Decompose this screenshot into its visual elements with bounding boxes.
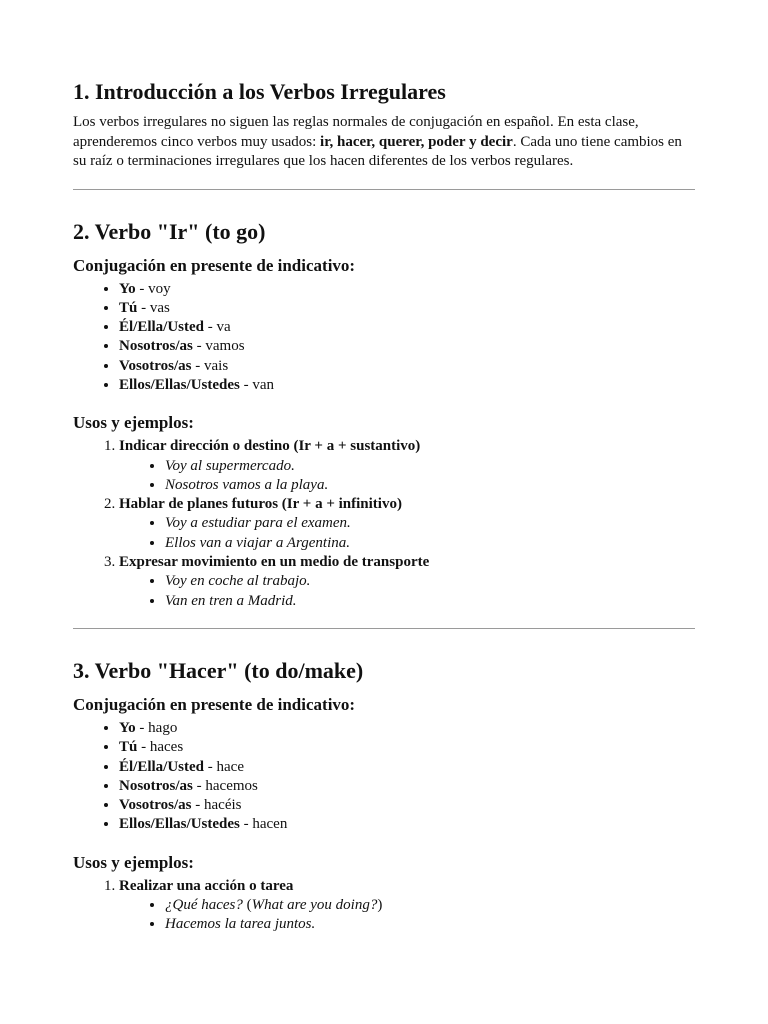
pronoun: Tú [119,739,138,756]
pronoun: Yo [119,719,136,736]
verb-form: - vais [191,357,229,374]
pronoun: Yo [119,280,136,297]
use-item [119,553,695,611]
conjugation-list-ir [73,280,695,396]
conjugation-item [119,738,695,757]
example-item: • Nosotros vamos a la playa. [165,476,695,495]
uses-list-ir [73,437,695,611]
section-title-intro: 1. Introducción a los Verbos Irregulares [73,79,446,104]
example-spanish: ¿Qué haces? [165,897,243,914]
use-title: Realizar una acción o tarea [119,877,294,894]
example-english: What are you doing? [251,897,378,914]
conjugation-item [119,337,695,356]
example-paren-open: ( [242,897,252,914]
example-item: • Voy en coche al trabajo. [165,572,695,591]
verb-form: - va [204,319,231,336]
examples-list [119,896,695,935]
pronoun: Nosotros/as [119,777,193,794]
section-divider [73,189,695,190]
pronoun: Él/Ella/Usted [119,319,205,336]
uses-heading-ir: Usos y ejemplos: [73,413,194,433]
intro-text-before: Los verbos irregulares no siguen las reglas normales de conjugación en español. En esta clase, aprenderemos cinco verbos muy usados: [73,114,639,150]
verb-form: - hacéis [191,797,242,814]
use-item [119,437,695,495]
example-item: • Hacemos la tarea juntos. [165,915,695,934]
verb-form: - van [239,376,275,393]
example-item: • Voy al supermercado. [165,457,695,476]
conjugation-heading-hacer: Conjugación en presente de indicativo: [73,694,356,714]
examples-list [119,572,695,611]
intro-text-after: . Cada uno tiene cambios en su raíz o terminaciones irregulares que los hacen diferentes de los verbos regulares. [73,133,682,169]
verb-form: - vas [137,299,170,316]
verb-form: - hago [135,719,178,736]
uses-heading-hacer: Usos y ejemplos: [73,852,194,872]
conjugation-item [119,280,695,299]
examples-list [119,457,695,496]
use-item [119,495,695,553]
pronoun: Vosotros/as [119,357,192,374]
verb-form: - vamos [192,338,245,355]
use-title: Expresar movimiento en un medio de transporte [119,554,430,571]
example-paren-close: ) [377,897,383,914]
use-title: Indicar dirección o destino (Ir + a + sustantivo) [119,438,421,455]
pronoun: Él/Ella/Usted [119,758,205,775]
intro-verbs-bold: ir, hacer, querer, poder y decir [320,133,513,150]
conjugation-item [119,815,695,834]
conjugation-item [119,796,695,815]
example-item: • Voy a estudiar para el examen. [165,514,695,533]
section-divider [73,628,695,629]
conjugation-item [119,357,695,376]
conjugation-item [119,299,695,318]
use-title: Hablar de planes futuros (Ir + a + infinitivo) [119,496,402,513]
verb-form: - haces [137,739,184,756]
verb-form: - hace [204,758,244,775]
intro-paragraph [73,113,695,172]
section-title-hacer: 3. Verbo "Hacer" (to do/make) [73,657,364,683]
verb-form: - hacen [239,816,288,833]
conjugation-item [119,758,695,777]
examples-list [119,514,695,553]
uses-list-hacer [73,877,695,935]
pronoun: Tú [119,299,138,316]
conjugation-heading-ir: Conjugación en presente de indicativo: [73,255,356,275]
pronoun: Vosotros/as [119,797,192,814]
conjugation-item [119,318,695,337]
conjugation-item [119,376,695,395]
conjugation-item [119,777,695,796]
section-title-ir: 2. Verbo "Ir" (to go) [73,218,266,244]
example-item: • Van en tren a Madrid. [165,592,695,611]
use-item [119,877,695,935]
verb-form: - voy [135,280,171,297]
pronoun: Nosotros/as [119,338,193,355]
verb-form: - hacemos [192,777,258,794]
conjugation-item [119,719,695,738]
conjugation-list-hacer [73,719,695,835]
pronoun: Ellos/Ellas/Ustedes [119,376,240,393]
pronoun: Ellos/Ellas/Ustedes [119,816,240,833]
example-item [165,896,695,915]
example-item: • Ellos van a viajar a Argentina. [165,534,695,553]
